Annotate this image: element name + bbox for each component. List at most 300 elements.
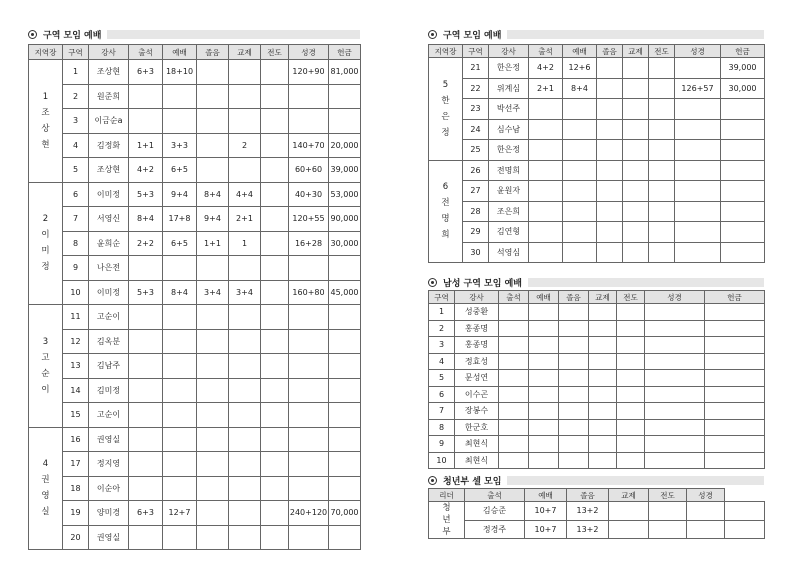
empty-value-cell [559,436,589,453]
value-cell-fel [229,60,261,85]
youth-leader-cell: 정경주 [465,520,525,539]
district-table-left [28,44,361,550]
empty-value-cell [559,370,589,387]
value-cell-fel [623,58,649,79]
youth-section-title: 청년부 셀 모임 [428,473,764,487]
value-cell-eva [261,525,289,550]
table-row [429,119,765,140]
youth-label-char: 년 [442,515,451,525]
empty-value-cell [559,353,589,370]
district-leader-char: 2 [42,214,49,225]
value-cell-eva [261,378,289,403]
value-cell-off: 30,000 [329,231,361,256]
value-cell-dol [197,305,229,330]
value-cell-off [721,201,765,222]
value-cell-wor: 9+4 [163,182,197,207]
value-cell-wor [163,427,197,452]
value-cell-off: 81,000 [329,60,361,85]
table-row [29,403,361,428]
value-cell-dol [597,181,623,202]
district-number-cell: 29 [463,222,489,243]
value-cell-bib: 120+90 [289,60,329,85]
value-cell-att [129,354,163,379]
value-cell-eva [261,427,289,452]
youth-header-cell: 전도 [649,489,687,502]
teacher-name-cell: 원준희 [89,84,129,109]
right-header-cell: 강사 [489,45,529,58]
youth-header-cell: 예배 [525,489,567,502]
teacher-name-cell: 이금순a [89,109,129,134]
teacher-name-cell: 양미경 [89,501,129,526]
value-cell-att: 2+2 [129,231,163,256]
district-number-cell: 19 [63,501,89,526]
value-cell-eva [649,222,675,243]
value-cell-wor [563,222,597,243]
empty-value-cell [617,320,645,337]
left-header-cell: 예배 [163,45,197,60]
value-cell-fel [229,427,261,452]
men-section-title: 남성 구역 모임 예배 [428,275,764,289]
table-row [429,160,765,181]
teacher-name-cell: 위계심 [489,78,529,99]
table-row [29,207,361,232]
value-cell-bib [675,201,721,222]
empty-value-cell [617,419,645,436]
youth-group-label [429,502,465,539]
youth-cell-table [428,488,765,539]
value-cell-wor [163,84,197,109]
district-number-cell: 13 [63,354,89,379]
value-cell-wor [563,160,597,181]
value-cell-bib [675,58,721,79]
value-cell-att [529,201,563,222]
men-header-cell: 전도 [617,291,645,304]
value-cell-eva [649,242,675,263]
table-row [29,84,361,109]
value-cell-off [329,403,361,428]
men-teacher-cell: 성중환 [455,304,499,321]
value-cell-wor: 8+4 [563,78,597,99]
right-header-cell: 지역장 [429,45,463,58]
target-bullet-icon [28,30,37,39]
value-cell-dol [197,452,229,477]
value-cell-off [329,452,361,477]
district-number-cell: 8 [63,231,89,256]
men-teacher-cell: 최현식 [455,436,499,453]
empty-value-cell [499,353,529,370]
district-number-cell: 21 [463,58,489,79]
district-leader-char: 은 [441,111,450,122]
teacher-name-cell: 한은정 [489,140,529,161]
value-cell-wor [163,378,197,403]
district-leader-char: 상 [41,123,50,134]
table-row [429,222,765,243]
teacher-name-cell: 윤원자 [489,181,529,202]
value-cell-bib: 240+120 [289,501,329,526]
value-cell-wor [163,403,197,428]
value-cell-att: 2+1 [529,78,563,99]
district-leader-label [429,160,463,263]
table-row [429,99,765,120]
value-cell-eva [649,99,675,120]
value-cell-wor [163,329,197,354]
district-number-cell: 11 [63,305,89,330]
value-cell-eva [261,354,289,379]
teacher-name-cell: 조상현 [89,60,129,85]
value-cell-att [129,305,163,330]
empty-value-cell [529,419,559,436]
men-header-cell: 강사 [455,291,499,304]
district-number-cell: 22 [463,78,489,99]
value-cell-bib: 16+28 [289,231,329,256]
men-teacher-cell: 이수곤 [455,386,499,403]
value-cell-att [529,181,563,202]
value-cell-bib [289,329,329,354]
empty-value-cell [645,370,705,387]
empty-value-cell [589,353,617,370]
value-cell-wor: 3+3 [163,133,197,158]
value-cell-fel [229,158,261,183]
value-cell-bib [675,99,721,120]
value-cell-att: 5+3 [129,280,163,305]
men-header-cell: 헌금 [705,291,765,304]
value-cell-fel [229,378,261,403]
table-row [429,337,765,354]
value-cell-eva [261,182,289,207]
value-cell-wor: 18+10 [163,60,197,85]
right-header-cell: 전도 [649,45,675,58]
empty-value-cell [705,353,765,370]
value-cell-off [329,329,361,354]
left-header-cell: 출석 [129,45,163,60]
youth-header-cell: 교제 [609,489,649,502]
teacher-name-cell: 김정화 [89,133,129,158]
empty-value-cell [559,337,589,354]
table-row [429,320,765,337]
value-cell-off [721,242,765,263]
teacher-name-cell: 김연형 [489,222,529,243]
empty-value-cell [499,370,529,387]
value-cell-bib [289,525,329,550]
table-row [429,58,765,79]
value-cell-eva [261,452,289,477]
value-cell-dol [609,520,649,539]
men-number-cell: 9 [429,436,455,453]
empty-value-cell [645,386,705,403]
value-cell-wor: 8+4 [163,280,197,305]
table-row [29,133,361,158]
value-cell-off [329,84,361,109]
empty-value-cell [645,304,705,321]
value-cell-dol [597,140,623,161]
right-header-cell: 구역 [463,45,489,58]
district-number-cell: 20 [63,525,89,550]
value-cell-dol [197,84,229,109]
value-cell-eva [649,140,675,161]
left-header-cell: 구역 [63,45,89,60]
teacher-name-cell: 김남주 [89,354,129,379]
district-leader-char: 현 [41,139,50,150]
value-cell-wor [163,256,197,281]
value-cell-wor [163,525,197,550]
empty-value-cell [499,419,529,436]
value-cell-dol: 8+4 [197,182,229,207]
men-number-cell: 5 [429,370,455,387]
value-cell-eva [261,403,289,428]
district-number-cell: 18 [63,476,89,501]
value-cell-dol [197,354,229,379]
table-row [29,256,361,281]
value-cell-off [329,427,361,452]
district-number-cell: 1 [63,60,89,85]
value-cell-att: 10+7 [525,502,567,521]
value-cell-fel [649,520,687,539]
right-header-cell: 예배 [563,45,597,58]
empty-value-cell [645,452,705,469]
empty-value-cell [499,337,529,354]
teacher-name-cell: 김옥분 [89,329,129,354]
value-cell-eva [649,201,675,222]
teacher-name-cell: 조은희 [489,201,529,222]
value-cell-off [329,256,361,281]
empty-value-cell [559,452,589,469]
value-cell-bib [289,354,329,379]
district-number-cell: 27 [463,181,489,202]
target-bullet-icon [428,476,437,485]
table-row [29,329,361,354]
empty-value-cell [617,337,645,354]
district-leader-char: 희 [441,230,450,241]
value-cell-dol [197,329,229,354]
value-cell-fel [229,452,261,477]
value-cell-att: 5+3 [129,182,163,207]
table-row [29,525,361,550]
teacher-name-cell: 나은전 [89,256,129,281]
value-cell-att [129,427,163,452]
value-cell-wor: 12+6 [563,58,597,79]
table-row [29,452,361,477]
value-cell-fel [623,242,649,263]
district-leader-char: 4 [42,459,49,470]
teacher-name-cell: 이미정 [89,182,129,207]
empty-value-cell [499,386,529,403]
value-cell-bib [289,378,329,403]
value-cell-bib [675,222,721,243]
value-cell-bib: 126+57 [675,78,721,99]
value-cell-off [329,525,361,550]
value-cell-eva [261,158,289,183]
value-cell-dol [197,427,229,452]
teacher-name-cell: 이미정 [89,280,129,305]
value-cell-wor [163,452,197,477]
district-table-right [428,44,765,263]
empty-value-cell [705,452,765,469]
empty-value-cell [705,419,765,436]
value-cell-eva [261,231,289,256]
teacher-name-cell: 한은정 [489,58,529,79]
table-row [429,502,765,521]
table-row [429,353,765,370]
empty-value-cell [589,320,617,337]
empty-value-cell [529,436,559,453]
table-row [29,378,361,403]
men-number-cell: 6 [429,386,455,403]
value-cell-fel [623,78,649,99]
value-cell-fel: 3+4 [229,280,261,305]
table-row [429,386,765,403]
value-cell-dol [197,378,229,403]
title-bar [528,278,764,287]
value-cell-att [129,525,163,550]
value-cell-bib [675,140,721,161]
value-cell-off: 45,000 [329,280,361,305]
value-cell-wor [163,476,197,501]
value-cell-fel [649,502,687,521]
teacher-name-cell: 정지영 [89,452,129,477]
table-row [29,476,361,501]
value-cell-att [529,242,563,263]
value-cell-off [329,354,361,379]
table-row [429,242,765,263]
men-teacher-cell: 장봉수 [455,403,499,420]
teacher-name-cell: 윤희순 [89,231,129,256]
left-header-cell: 강사 [89,45,129,60]
value-cell-att: 8+4 [129,207,163,232]
value-cell-off [721,99,765,120]
value-cell-fel [229,305,261,330]
empty-value-cell [617,403,645,420]
value-cell-wor: 12+7 [163,501,197,526]
district-leader-label [29,427,63,550]
value-cell-dol [597,99,623,120]
left-header-cell: 교제 [229,45,261,60]
teacher-name-cell: 김미정 [89,378,129,403]
men-header-cell: 출석 [499,291,529,304]
table-row [29,427,361,452]
district-leader-char: 미 [41,246,50,257]
youth-label-char: 부 [442,527,451,537]
target-bullet-icon [428,278,437,287]
value-cell-att [129,476,163,501]
men-teacher-cell: 최현식 [455,452,499,469]
district-leader-label [29,305,63,428]
value-cell-off: 90,000 [329,207,361,232]
youth-header-cell: 성경 [687,489,725,502]
value-cell-bib [675,160,721,181]
teacher-name-cell: 고순이 [89,305,129,330]
empty-value-cell [529,320,559,337]
value-cell-att: 10+7 [525,520,567,539]
value-cell-eva [261,84,289,109]
value-cell-off [721,119,765,140]
value-cell-att [129,256,163,281]
value-cell-off [721,160,765,181]
empty-value-cell [499,320,529,337]
value-cell-off: 20,000 [329,133,361,158]
value-cell-dol [197,109,229,134]
youth-header-cell: 출석 [465,489,525,502]
district-leader-char: 조 [41,107,50,118]
district-number-cell: 28 [463,201,489,222]
value-cell-att [529,222,563,243]
district-number-cell: 5 [63,158,89,183]
district-number-cell: 23 [463,99,489,120]
value-cell-off [329,305,361,330]
value-cell-att: 4+2 [129,158,163,183]
table-row [29,182,361,207]
value-cell-att: 1+1 [129,133,163,158]
value-cell-fel [229,109,261,134]
value-cell-wor [563,201,597,222]
value-cell-dol [197,158,229,183]
value-cell-bib: 60+60 [289,158,329,183]
district-number-cell: 25 [463,140,489,161]
value-cell-fel [229,329,261,354]
youth-header-cell: 졸음 [567,489,609,502]
value-cell-fel: 4+4 [229,182,261,207]
empty-value-cell [705,436,765,453]
empty-value-cell [617,304,645,321]
men-header-cell: 성경 [645,291,705,304]
value-cell-dol: 1+1 [197,231,229,256]
table-row [29,109,361,134]
empty-value-cell [617,436,645,453]
value-cell-off [721,222,765,243]
value-cell-bib [675,181,721,202]
left-header-cell: 성경 [289,45,329,60]
men-number-cell: 3 [429,337,455,354]
value-cell-dol [197,60,229,85]
empty-value-cell [559,304,589,321]
value-cell-dol: 3+4 [197,280,229,305]
title-bar [507,30,764,39]
value-cell-eva [649,78,675,99]
table-row [429,181,765,202]
empty-value-cell [589,436,617,453]
value-cell-fel [623,160,649,181]
district-leader-char: 한 [441,95,450,106]
value-cell-off: 70,000 [329,501,361,526]
empty-value-cell [617,452,645,469]
district-leader-char: 고 [41,352,50,363]
value-cell-att [129,378,163,403]
table-row [429,304,765,321]
empty-value-cell [617,386,645,403]
value-cell-bib [675,119,721,140]
value-cell-bib [289,427,329,452]
value-cell-dol [197,133,229,158]
value-cell-eva [687,502,725,521]
value-cell-bib [289,476,329,501]
value-cell-off: 39,000 [721,58,765,79]
value-cell-wor [563,140,597,161]
value-cell-att: 4+2 [529,58,563,79]
district-leader-char: 5 [442,79,449,90]
district-leader-char: 정 [41,262,50,273]
value-cell-fel [623,140,649,161]
empty-value-cell [529,337,559,354]
table-row [29,158,361,183]
district-number-cell: 17 [63,452,89,477]
empty-value-cell [559,419,589,436]
district-number-cell: 2 [63,84,89,109]
value-cell-att: 6+3 [129,501,163,526]
value-cell-fel: 2+1 [229,207,261,232]
district-leader-label [29,60,63,183]
value-cell-fel [229,403,261,428]
teacher-name-cell: 박선주 [489,99,529,120]
empty-value-cell [529,386,559,403]
